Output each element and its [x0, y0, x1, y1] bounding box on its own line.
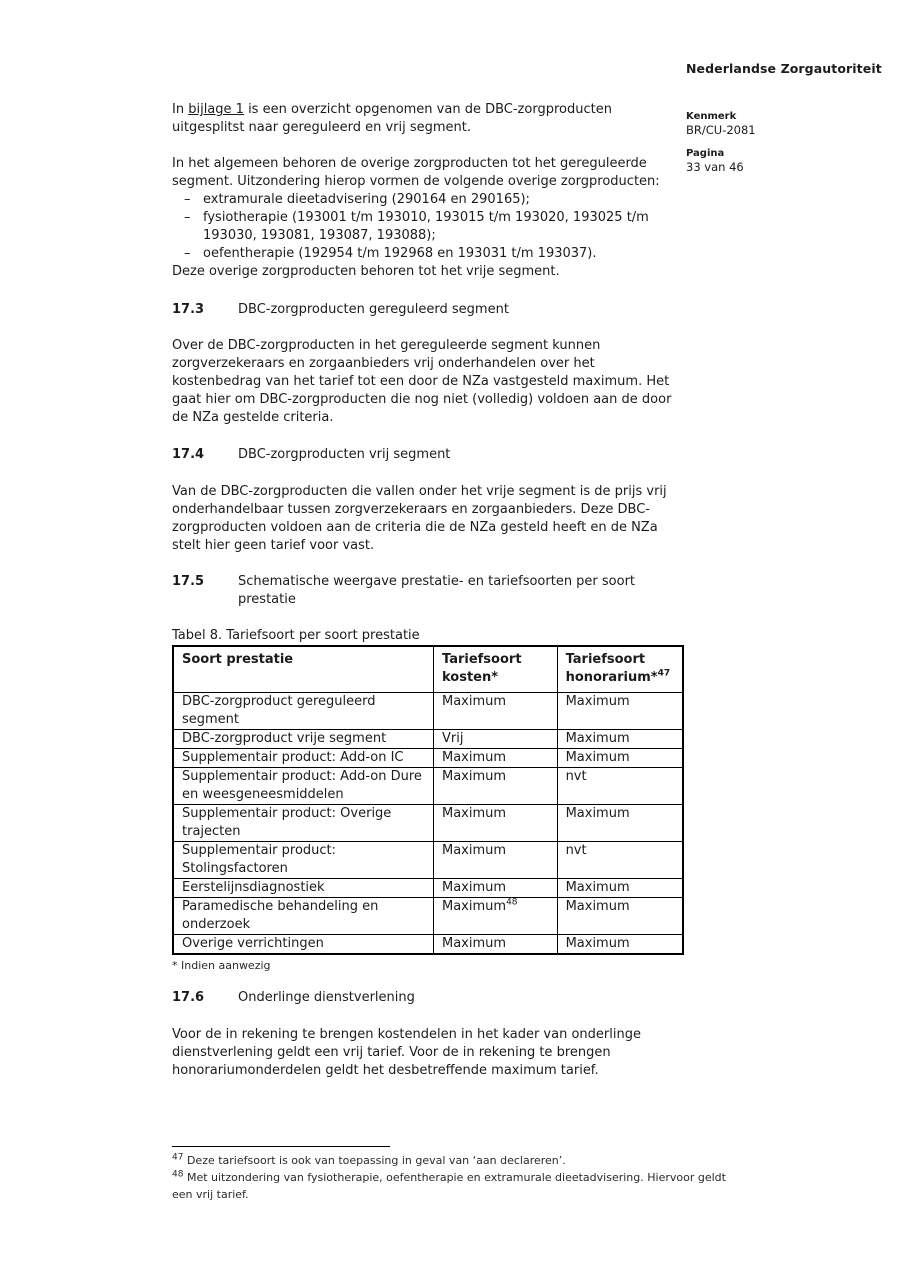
- section-heading-17-3: [172, 301, 684, 319]
- footnote-text-47: Deze tariefsoort is ook van toepassing in geval van ‘aan declareren’.: [183, 1154, 566, 1167]
- header-line: [566, 669, 676, 687]
- footnote-separator: [172, 1146, 390, 1147]
- dash-bullet: –: [184, 210, 191, 225]
- header-tariefsoort-honorarium: [557, 646, 683, 693]
- cell-soort: Overige verrichtingen: [173, 935, 434, 955]
- cell-kosten: [434, 898, 558, 935]
- cell-honorarium: Maximum: [557, 935, 683, 955]
- list-item-text: fysiotherapie (193001 t/m 193010, 193015 t/m 193020, 193025 t/m 193030, 193081, 193087, 193088);: [203, 210, 649, 243]
- list-item-text: extramurale dieetadvisering (290164 en 290165);: [203, 192, 530, 207]
- org-title: Nederlandse Zorgautoriteit: [686, 61, 882, 76]
- table-row: [173, 768, 683, 805]
- footnote-47: [172, 1152, 732, 1169]
- section-title: Schematische weergave prestatie- en tariefsoorten per soort prestatie: [238, 574, 636, 607]
- list-item-text: oefentherapie (192954 t/m 192968 en 193031 t/m 193037).: [203, 246, 597, 261]
- footnote-number-47: 47: [172, 1152, 184, 1163]
- cell-kosten: Maximum: [434, 842, 558, 879]
- section-heading-17-4: [172, 446, 684, 464]
- list-item: [172, 245, 684, 263]
- footnote-48: [172, 1169, 732, 1203]
- header-line: Tariefsoort: [442, 652, 522, 667]
- cell-honorarium: Maximum: [557, 693, 683, 730]
- table-row: [173, 805, 683, 842]
- footnotes-block: [172, 1146, 732, 1203]
- table-row: [173, 842, 683, 879]
- main-content: [172, 101, 684, 1080]
- list-item: [172, 209, 684, 245]
- cell-soort: Supplementair product: Add-on Dure en weesgeneesmiddelen: [173, 768, 434, 805]
- section-title: Onderlinge dienstverlening: [238, 990, 415, 1005]
- cell-soort: Paramedische behandeling en onderzoek: [173, 898, 434, 935]
- table-header-row: [173, 646, 683, 693]
- bijlage-1-link[interactable]: bijlage 1: [188, 102, 244, 117]
- section-number: 17.5: [172, 574, 205, 589]
- table-row: [173, 693, 683, 730]
- cell-honorarium: Maximum: [557, 898, 683, 935]
- header-line: kosten*: [442, 670, 499, 685]
- cell-kosten: Maximum: [434, 805, 558, 842]
- section-number: 17.6: [172, 990, 205, 1005]
- footnote-number-48: 48: [172, 1169, 184, 1180]
- cell-soort: Supplementair product: Stolingsfactoren: [173, 842, 434, 879]
- header-tariefsoort-kosten: [434, 646, 558, 693]
- cell-kosten: Maximum: [434, 693, 558, 730]
- section-heading-17-6: [172, 989, 684, 1007]
- cell-kosten: Maximum: [434, 749, 558, 768]
- footnote-text-48: Met uitzondering van fysiotherapie, oefentherapie en extramurale dieetadvisering. Hiervoor geldt een vrij tarief.: [172, 1171, 726, 1201]
- pagina-value: 33 van 46: [686, 160, 744, 174]
- section-title: DBC-zorgproducten vrij segment: [238, 447, 451, 462]
- cell-honorarium: Maximum: [557, 879, 683, 898]
- cell-kosten: Maximum: [434, 768, 558, 805]
- cell-honorarium: Maximum: [557, 805, 683, 842]
- table-caption: Tabel 8. Tariefsoort per soort prestatie: [172, 628, 420, 643]
- kenmerk-label: Kenmerk: [686, 111, 737, 122]
- section-17-6-body: Voor de in rekening te brengen kostendelen in het kader van onderlinge dienstverlening geldt een vrij tarief. Voor de in rekening te brengen honorariumonderdelen geldt het desbetreffende maximum tarief.: [172, 1027, 641, 1078]
- cell-kosten: Maximum: [434, 935, 558, 955]
- intro-p1-rest: is een overzicht opgenomen van de DBC-zorgproducten uitgesplitst naar gereguleerd en vrij segment.: [172, 102, 612, 135]
- section-heading-17-5: [172, 573, 684, 609]
- footnote-ref-47: 47: [657, 668, 671, 679]
- cell-soort: Supplementair product: Add-on IC: [173, 749, 434, 768]
- list-item: [172, 191, 684, 209]
- cell-honorarium: Maximum: [557, 749, 683, 768]
- intro-paragraph-3: Deze overige zorgproducten behoren tot het vrije segment.: [172, 264, 560, 279]
- cell-kosten: Maximum: [434, 879, 558, 898]
- document-meta: [686, 110, 876, 184]
- header-line-text: honorarium*: [565, 670, 658, 685]
- dash-bullet: –: [184, 246, 191, 261]
- table-row: [173, 898, 683, 935]
- cell-kosten-text: Maximum: [442, 899, 507, 914]
- cell-soort: DBC-zorgproduct gereguleerd segment: [173, 693, 434, 730]
- section-17-4-body: Van de DBC-zorgproducten die vallen onder het vrije segment is de prijs vrij onderhandelbaar tussen zorgverzekeraars en zorgaanbieders. Deze DBC-zorgproducten voldoen aan de criteria die de NZa gesteld heeft en de NZa stelt hier geen tarief voor vast.: [172, 484, 667, 553]
- cell-honorarium: nvt: [557, 768, 683, 805]
- table-star-note: * Indien aanwezig: [172, 959, 271, 972]
- table-row: [173, 749, 683, 768]
- header-line: Tariefsoort: [565, 652, 646, 667]
- kenmerk-value: BR/CU-2081: [686, 123, 756, 137]
- table-row: [173, 935, 683, 955]
- header-soort-prestatie: Soort prestatie: [173, 646, 434, 693]
- cell-soort: Eerstelijnsdiagnostiek: [173, 879, 434, 898]
- intro-paragraph-2: In het algemeen behoren de overige zorgproducten tot het gereguleerde segment. Uitzondering hierop vormen de volgende overige zorgproducten:: [172, 156, 660, 189]
- cell-soort: Supplementair product: Overige trajecten: [173, 805, 434, 842]
- footnote-ref-48: 48: [506, 897, 518, 908]
- table-row: [173, 730, 683, 749]
- table-row: [173, 879, 683, 898]
- pagina-label: Pagina: [686, 148, 725, 159]
- cell-honorarium: nvt: [557, 842, 683, 879]
- cell-soort: DBC-zorgproduct vrije segment: [173, 730, 434, 749]
- cell-honorarium: Maximum: [557, 730, 683, 749]
- section-number: 17.4: [172, 447, 205, 462]
- intro-paragraph-1: [172, 101, 684, 137]
- cell-kosten: Vrij: [434, 730, 558, 749]
- dash-bullet: –: [184, 192, 191, 207]
- section-title: DBC-zorgproducten gereguleerd segment: [238, 302, 509, 317]
- intro-p1-prefix: In: [172, 102, 189, 117]
- section-17-3-body: Over de DBC-zorgproducten in het gereguleerde segment kunnen zorgverzekeraars en zorgaanbieders vrij onderhandelen over het kostenbedrag van het tarief tot een door de NZa vastgesteld maximum. Het gaat hier om DBC-zorgproducten die nog niet (volledig) voldoen aan de door de NZa gestelde criteria.: [172, 338, 672, 425]
- exception-list: [172, 191, 684, 263]
- tariff-table: [172, 645, 684, 955]
- section-number: 17.3: [172, 302, 205, 317]
